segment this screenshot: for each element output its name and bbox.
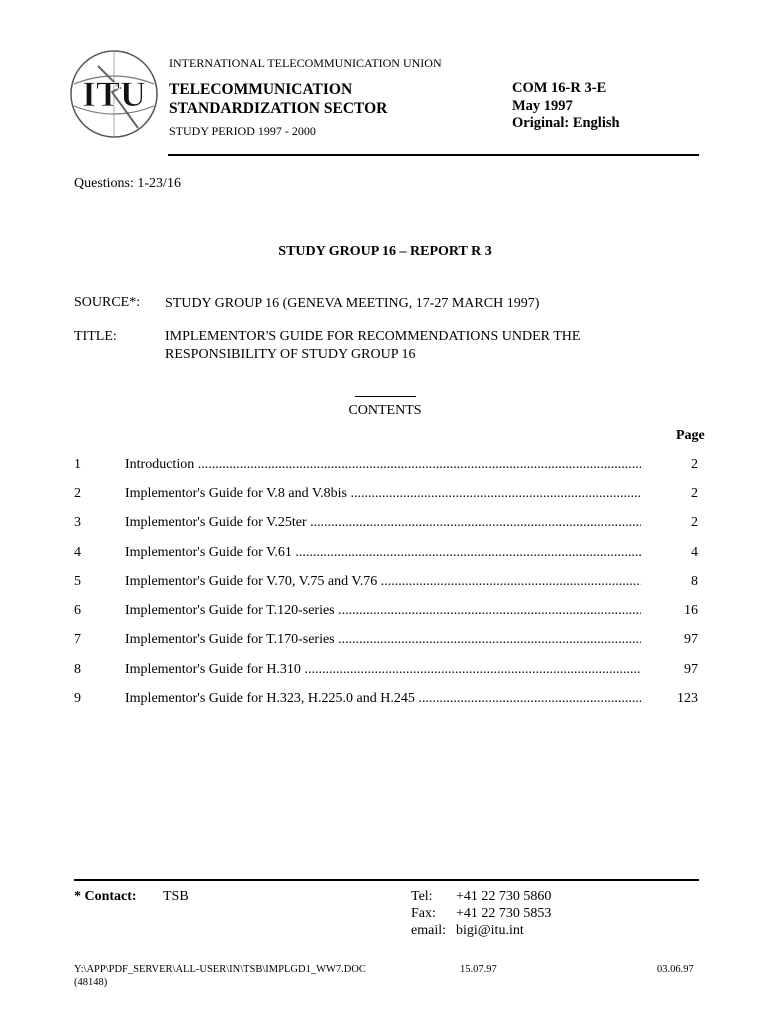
toc-item-title: Introduction .....: [125, 457, 641, 473]
toc-item-title: Implementor's Guide for H.323, H.225.0 and H.245 .....: [125, 691, 641, 707]
toc-item-page: 97: [684, 662, 698, 677]
svg-text:ITU: ITU: [81, 74, 147, 114]
toc-item[interactable]: [74, 574, 698, 594]
toc-item-page: 123: [677, 691, 698, 706]
tel-label: Tel:: [411, 889, 433, 904]
organization-name: INTERNATIONAL TELECOMMUNICATION UNION: [169, 56, 442, 70]
study-period: STUDY PERIOD 1997 - 2000: [169, 124, 316, 138]
contents-heading: CONTENTS: [348, 403, 422, 418]
footer-date-saved: 03.06.97: [657, 964, 694, 975]
doc-original-language: Original: English: [512, 115, 620, 131]
email-link[interactable]: bigi@itu.int: [456, 923, 524, 938]
title-line-1: IMPLEMENTOR'S GUIDE FOR RECOMMENDATIONS UNDER THE: [165, 329, 581, 344]
email-label: email:: [411, 923, 446, 938]
toc-item-page: 2: [691, 486, 698, 501]
fax-number: +41 22 730 5853: [456, 906, 552, 921]
footer-file-path: Y:\APP\PDF_SERVER\ALL-USER\IN\TSB\IMPLGD1_WW7.DOC: [74, 964, 366, 975]
toc-item-page: 2: [691, 515, 698, 530]
title-line-2: RESPONSIBILITY OF STUDY GROUP 16: [165, 347, 416, 362]
toc-item-title: Implementor's Guide for H.310 .....: [125, 662, 641, 678]
contact-label: * Contact:: [74, 889, 137, 904]
toc-item-number: 4: [74, 545, 81, 560]
title-label: TITLE:: [74, 329, 117, 344]
toc-item-page: 97: [684, 632, 698, 647]
contact-name: TSB: [163, 889, 189, 904]
toc-item[interactable]: [74, 486, 698, 506]
toc-item[interactable]: [74, 545, 698, 565]
page-column-header: Page: [676, 428, 705, 443]
itu-logo: [68, 48, 160, 140]
footer-date-printed: 15.07.97: [460, 964, 497, 975]
header-divider: [168, 154, 699, 156]
title-value: [165, 328, 580, 364]
toc-item-page: 8: [691, 574, 698, 589]
toc-item-page: 4: [691, 545, 698, 560]
toc-item[interactable]: [74, 662, 698, 682]
toc-item-page: 16: [684, 603, 698, 618]
toc-item-title: Implementor's Guide for T.170-series .....: [125, 632, 641, 648]
toc-item-number: 9: [74, 691, 81, 706]
toc-item-number: 2: [74, 486, 81, 501]
toc-item-title: Implementor's Guide for T.120-series .....: [125, 603, 641, 619]
toc-item-title: Implementor's Guide for V.25ter .....: [125, 515, 641, 531]
toc-item[interactable]: [74, 457, 698, 477]
sector-name: [169, 80, 387, 118]
toc-item-number: 3: [74, 515, 81, 530]
source-value: STUDY GROUP 16 (GENEVA MEETING, 17-27 MARCH 1997): [165, 296, 540, 311]
toc-item[interactable]: [74, 603, 698, 623]
contents-separator: [355, 396, 416, 397]
toc-item[interactable]: [74, 632, 698, 652]
fax-label: Fax:: [411, 906, 436, 921]
toc-item-title: Implementor's Guide for V.70, V.75 and V.76 .....: [125, 574, 641, 590]
toc-item-number: 8: [74, 662, 81, 677]
sector-line-2: STANDARDIZATION SECTOR: [169, 100, 388, 117]
toc-item-number: 6: [74, 603, 81, 618]
toc-item-number: 7: [74, 632, 81, 647]
toc-item-number: 1: [74, 457, 81, 472]
footer-divider: [74, 879, 699, 881]
toc-item-page: 2: [691, 457, 698, 472]
doc-date: May 1997: [512, 97, 573, 114]
document-info: [512, 80, 620, 133]
toc-item-title: Implementor's Guide for V.8 and V.8bis .....: [125, 486, 641, 502]
report-title: STUDY GROUP 16 – REPORT R 3: [278, 244, 492, 259]
doc-number: COM 16-R 3-E: [512, 80, 607, 96]
toc-item[interactable]: [74, 691, 698, 711]
footer-reference: (48148): [74, 977, 108, 988]
sector-line-1: TELECOMMUNICATION: [169, 81, 353, 98]
questions-line: Questions: 1-23/16: [74, 176, 181, 191]
toc-item-number: 5: [74, 574, 81, 589]
toc-item-title: Implementor's Guide for V.61 .....: [125, 545, 641, 561]
toc-item[interactable]: [74, 515, 698, 535]
tel-number: +41 22 730 5860: [456, 889, 552, 904]
source-label: SOURCE*:: [74, 295, 141, 310]
